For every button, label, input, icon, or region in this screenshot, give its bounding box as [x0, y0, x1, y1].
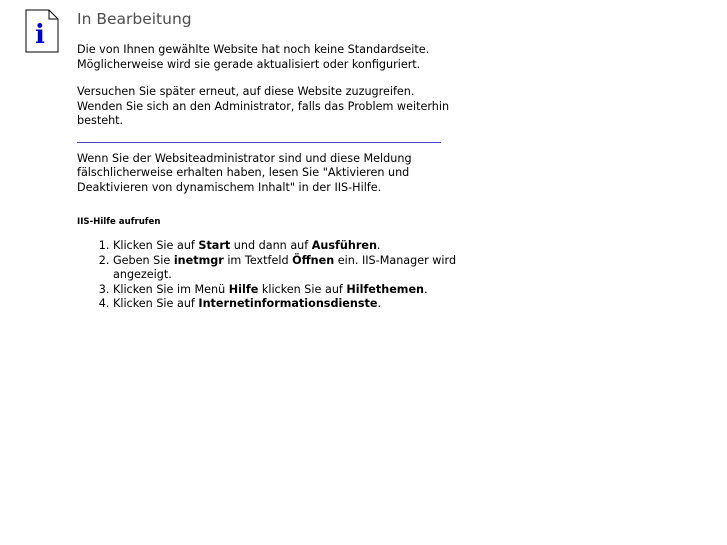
list-item: 4. Klicken Sie auf Internetinformationsdienste. [113, 297, 457, 312]
list-item: 2. Geben Sie inetmgr im Textfeld Öffnen ein. IIS-Manager wird angezeigt. [113, 254, 457, 283]
help-steps-list [77, 239, 457, 312]
info-icon [25, 9, 59, 53]
divider [77, 142, 441, 143]
main-content [77, 9, 457, 312]
list-item: 1. Klicken Sie auf Start und dann auf Ausführen. [113, 239, 457, 254]
list-item: 3. Klicken Sie im Menü Hilfe klicken Sie auf Hilfethemen. [113, 283, 457, 298]
help-heading: IIS-Hilfe aufrufen [77, 217, 161, 227]
page-title: In Bearbeitung [77, 10, 192, 28]
retry-paragraph: Versuchen Sie später erneut, auf diese Website zuzugreifen. Wenden Sie sich an den Administrator, falls das Problem weiterhin besteht. [77, 85, 450, 127]
admin-paragraph: Wenn Sie der Websiteadministrator sind und diese Meldung fälschlicherweise erhalten haben, lesen Sie "Aktivieren und Deaktivieren von dynamischem Inhalt" in der IIS-Hilfe. [77, 151, 412, 194]
intro-paragraph: Die von Ihnen gewählte Website hat noch keine Standardseite. Möglicherweise wird sie gerade aktualisiert oder konfiguriert. [77, 43, 430, 71]
info-icon-glyph: i [35, 20, 45, 50]
